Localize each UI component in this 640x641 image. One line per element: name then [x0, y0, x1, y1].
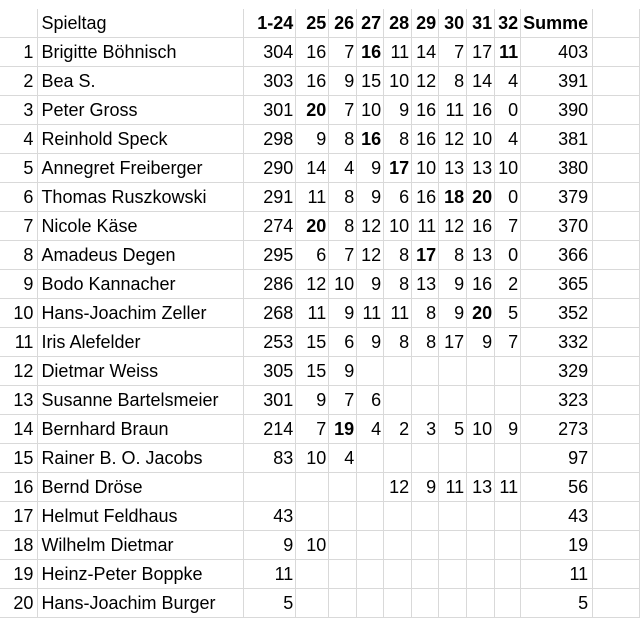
rank-cell[interactable]: 15: [0, 444, 38, 473]
score-cell[interactable]: 11: [296, 183, 329, 212]
score-cell[interactable]: 301: [244, 386, 296, 415]
score-cell[interactable]: 15: [357, 67, 384, 96]
score-cell[interactable]: 11: [495, 473, 521, 502]
score-cell[interactable]: 5: [495, 299, 521, 328]
score-cell[interactable]: 10: [329, 270, 357, 299]
score-cell[interactable]: [467, 560, 495, 589]
sum-cell[interactable]: 56: [521, 473, 593, 502]
score-cell[interactable]: [384, 357, 412, 386]
score-cell[interactable]: [439, 502, 467, 531]
score-cell[interactable]: [384, 386, 412, 415]
score-cell[interactable]: 298: [244, 125, 296, 154]
score-cell[interactable]: 4: [329, 154, 357, 183]
score-cell[interactable]: 9: [357, 270, 384, 299]
score-cell[interactable]: [467, 531, 495, 560]
score-cell[interactable]: 9: [296, 125, 329, 154]
table-row: [0, 212, 640, 241]
score-cell[interactable]: 8: [439, 241, 467, 270]
score-cell[interactable]: [467, 386, 495, 415]
score-cell[interactable]: 15: [296, 328, 329, 357]
score-cell[interactable]: [357, 531, 384, 560]
score-cell[interactable]: 286: [244, 270, 296, 299]
score-cell[interactable]: 7: [329, 386, 357, 415]
score-cell[interactable]: 9: [412, 473, 439, 502]
empty-cell[interactable]: [593, 299, 640, 328]
standings-table: [0, 9, 640, 618]
score-cell[interactable]: 3: [412, 415, 439, 444]
score-cell[interactable]: 8: [384, 270, 412, 299]
score-cell[interactable]: 9: [329, 357, 357, 386]
score-cell[interactable]: 268: [244, 299, 296, 328]
rank-cell[interactable]: 20: [0, 589, 38, 618]
score-cell[interactable]: 10: [384, 67, 412, 96]
score-cell[interactable]: [467, 502, 495, 531]
header-matchday-cell[interactable]: 25: [296, 9, 329, 38]
sum-cell[interactable]: 365: [521, 270, 593, 299]
score-cell[interactable]: 301: [244, 96, 296, 125]
score-cell[interactable]: [357, 502, 384, 531]
empty-cell[interactable]: [593, 560, 640, 589]
score-cell[interactable]: [495, 444, 521, 473]
score-cell[interactable]: [439, 589, 467, 618]
player-name-cell[interactable]: Dietmar Weiss: [38, 357, 244, 386]
score-cell[interactable]: 7: [329, 241, 357, 270]
player-name-cell[interactable]: Hans-Joachim Zeller: [38, 299, 244, 328]
score-cell[interactable]: 19: [329, 415, 357, 444]
score-cell[interactable]: 9: [357, 154, 384, 183]
score-cell[interactable]: 7: [296, 415, 329, 444]
header-matchday-cell[interactable]: 26: [329, 9, 357, 38]
table-row: [0, 38, 640, 67]
score-cell[interactable]: 10: [412, 154, 439, 183]
score-cell[interactable]: 6: [296, 241, 329, 270]
score-cell[interactable]: 214: [244, 415, 296, 444]
score-cell[interactable]: 2: [384, 415, 412, 444]
rank-cell[interactable]: 17: [0, 502, 38, 531]
score-cell[interactable]: 4: [329, 444, 357, 473]
score-cell[interactable]: 304: [244, 38, 296, 67]
score-cell[interactable]: 6: [384, 183, 412, 212]
score-cell[interactable]: 12: [439, 212, 467, 241]
rank-cell[interactable]: 8: [0, 241, 38, 270]
sum-cell[interactable]: 379: [521, 183, 593, 212]
score-cell[interactable]: [329, 473, 357, 502]
score-cell[interactable]: 20: [467, 299, 495, 328]
score-cell[interactable]: 16: [467, 96, 495, 125]
score-cell[interactable]: 8: [329, 125, 357, 154]
rank-cell[interactable]: 4: [0, 125, 38, 154]
score-cell[interactable]: [357, 357, 384, 386]
score-cell[interactable]: 83: [244, 444, 296, 473]
score-cell[interactable]: 274: [244, 212, 296, 241]
score-cell[interactable]: [357, 444, 384, 473]
empty-cell[interactable]: [593, 241, 640, 270]
player-name-cell[interactable]: Heinz-Peter Boppke: [38, 560, 244, 589]
score-cell[interactable]: 12: [439, 125, 467, 154]
score-cell[interactable]: [412, 357, 439, 386]
score-cell[interactable]: [384, 560, 412, 589]
score-cell[interactable]: 16: [357, 125, 384, 154]
score-cell[interactable]: [412, 589, 439, 618]
table-row: [0, 125, 640, 154]
table-row: [0, 241, 640, 270]
player-name-cell[interactable]: Hans-Joachim Burger: [38, 589, 244, 618]
score-cell[interactable]: [384, 589, 412, 618]
empty-cell[interactable]: [593, 96, 640, 125]
score-cell[interactable]: 14: [467, 67, 495, 96]
empty-cell[interactable]: [593, 589, 640, 618]
player-name-cell[interactable]: Iris Alefelder: [38, 328, 244, 357]
sum-cell[interactable]: 352: [521, 299, 593, 328]
score-cell[interactable]: 11: [357, 299, 384, 328]
sum-cell[interactable]: 366: [521, 241, 593, 270]
rank-cell[interactable]: 12: [0, 357, 38, 386]
score-cell[interactable]: [296, 589, 329, 618]
score-cell[interactable]: 12: [357, 212, 384, 241]
sum-cell[interactable]: 403: [521, 38, 593, 67]
score-cell[interactable]: 13: [467, 241, 495, 270]
rank-cell[interactable]: 1: [0, 38, 38, 67]
empty-cell[interactable]: [593, 154, 640, 183]
empty-cell[interactable]: [593, 125, 640, 154]
score-cell[interactable]: 16: [412, 183, 439, 212]
header-matchday-cell[interactable]: 31: [467, 9, 495, 38]
sum-cell[interactable]: 43: [521, 502, 593, 531]
empty-cell[interactable]: [593, 38, 640, 67]
score-cell[interactable]: 16: [467, 270, 495, 299]
table-row: [0, 328, 640, 357]
empty-cell[interactable]: [593, 357, 640, 386]
score-cell[interactable]: 13: [467, 473, 495, 502]
score-cell[interactable]: [384, 502, 412, 531]
sum-cell[interactable]: 391: [521, 67, 593, 96]
rank-cell[interactable]: 9: [0, 270, 38, 299]
score-cell[interactable]: 10: [467, 415, 495, 444]
score-cell[interactable]: 11: [439, 473, 467, 502]
score-cell[interactable]: [329, 502, 357, 531]
table-row: [0, 183, 640, 212]
sum-cell[interactable]: 380: [521, 154, 593, 183]
score-cell[interactable]: [384, 444, 412, 473]
player-name-cell[interactable]: Bodo Kannacher: [38, 270, 244, 299]
score-cell[interactable]: 13: [412, 270, 439, 299]
score-cell[interactable]: 14: [412, 38, 439, 67]
score-cell[interactable]: 11: [439, 96, 467, 125]
score-cell[interactable]: 11: [244, 560, 296, 589]
sum-cell[interactable]: 332: [521, 328, 593, 357]
score-cell[interactable]: 17: [467, 38, 495, 67]
score-cell[interactable]: [439, 560, 467, 589]
score-cell[interactable]: 4: [495, 67, 521, 96]
score-cell[interactable]: 8: [384, 125, 412, 154]
score-cell[interactable]: [495, 502, 521, 531]
player-name-cell[interactable]: Bernd Dröse: [38, 473, 244, 502]
sum-cell[interactable]: 390: [521, 96, 593, 125]
table-row: [0, 299, 640, 328]
score-cell[interactable]: [467, 357, 495, 386]
score-cell[interactable]: [495, 589, 521, 618]
rank-cell[interactable]: 11: [0, 328, 38, 357]
empty-cell[interactable]: [593, 473, 640, 502]
player-name-cell[interactable]: Wilhelm Dietmar: [38, 531, 244, 560]
score-cell[interactable]: [329, 589, 357, 618]
score-cell[interactable]: 10: [296, 444, 329, 473]
empty-cell[interactable]: [593, 9, 640, 38]
rank-cell[interactable]: 7: [0, 212, 38, 241]
score-cell[interactable]: 10: [495, 154, 521, 183]
rank-cell[interactable]: 10: [0, 299, 38, 328]
score-cell[interactable]: 12: [357, 241, 384, 270]
player-name-cell[interactable]: Peter Gross: [38, 96, 244, 125]
table-row: [0, 96, 640, 125]
header-rank-cell[interactable]: [0, 9, 38, 38]
sum-cell[interactable]: 5: [521, 589, 593, 618]
table-row: [0, 444, 640, 473]
score-cell[interactable]: 9: [357, 183, 384, 212]
player-name-cell[interactable]: Thomas Ruszkowski: [38, 183, 244, 212]
score-cell[interactable]: 8: [412, 299, 439, 328]
table-row: [0, 589, 640, 618]
score-cell[interactable]: [357, 473, 384, 502]
score-cell[interactable]: 7: [329, 38, 357, 67]
rank-cell[interactable]: 3: [0, 96, 38, 125]
score-cell[interactable]: 43: [244, 502, 296, 531]
sum-cell[interactable]: 19: [521, 531, 593, 560]
header-matchday-cell[interactable]: 27: [357, 9, 384, 38]
score-cell[interactable]: 10: [357, 96, 384, 125]
score-cell[interactable]: 20: [296, 212, 329, 241]
player-name-cell[interactable]: Rainer B. O. Jacobs: [38, 444, 244, 473]
player-name-cell[interactable]: Bea S.: [38, 67, 244, 96]
header-label-cell[interactable]: Spieltag: [38, 9, 244, 38]
score-cell[interactable]: 6: [329, 328, 357, 357]
score-cell[interactable]: 16: [467, 212, 495, 241]
score-cell[interactable]: 253: [244, 328, 296, 357]
score-cell[interactable]: 11: [384, 38, 412, 67]
score-cell[interactable]: 8: [384, 241, 412, 270]
empty-cell[interactable]: [593, 328, 640, 357]
score-cell[interactable]: 17: [412, 241, 439, 270]
score-cell[interactable]: 8: [412, 328, 439, 357]
score-cell[interactable]: 305: [244, 357, 296, 386]
header-matchday-cell[interactable]: 32: [495, 9, 521, 38]
empty-cell[interactable]: [593, 444, 640, 473]
score-cell[interactable]: [439, 357, 467, 386]
score-cell[interactable]: 15: [296, 357, 329, 386]
player-name-cell[interactable]: Bernhard Braun: [38, 415, 244, 444]
sum-cell[interactable]: 323: [521, 386, 593, 415]
score-cell[interactable]: [296, 473, 329, 502]
player-name-cell[interactable]: Nicole Käse: [38, 212, 244, 241]
score-cell[interactable]: [329, 531, 357, 560]
score-cell[interactable]: [357, 560, 384, 589]
score-cell[interactable]: 9: [384, 96, 412, 125]
empty-cell[interactable]: [593, 386, 640, 415]
score-cell[interactable]: 6: [357, 386, 384, 415]
score-cell[interactable]: 8: [329, 212, 357, 241]
score-cell[interactable]: 4: [495, 125, 521, 154]
score-cell[interactable]: [244, 473, 296, 502]
sum-cell[interactable]: 97: [521, 444, 593, 473]
score-cell[interactable]: [412, 502, 439, 531]
empty-cell[interactable]: [593, 531, 640, 560]
rank-cell[interactable]: 5: [0, 154, 38, 183]
sum-cell[interactable]: 329: [521, 357, 593, 386]
score-cell[interactable]: [412, 560, 439, 589]
player-name-cell[interactable]: Helmut Feldhaus: [38, 502, 244, 531]
rank-cell[interactable]: 19: [0, 560, 38, 589]
score-cell[interactable]: 16: [296, 67, 329, 96]
score-cell[interactable]: 16: [357, 38, 384, 67]
player-name-cell[interactable]: Reinhold Speck: [38, 125, 244, 154]
sum-cell[interactable]: 370: [521, 212, 593, 241]
score-cell[interactable]: [357, 589, 384, 618]
score-cell[interactable]: 20: [467, 183, 495, 212]
score-cell[interactable]: 10: [296, 531, 329, 560]
score-cell[interactable]: 16: [412, 125, 439, 154]
score-cell[interactable]: 17: [384, 154, 412, 183]
score-cell[interactable]: [296, 560, 329, 589]
score-cell[interactable]: 9: [467, 328, 495, 357]
header-matchday-cell[interactable]: 30: [439, 9, 467, 38]
score-cell[interactable]: 17: [439, 328, 467, 357]
score-cell[interactable]: 10: [384, 212, 412, 241]
score-cell[interactable]: 9: [329, 299, 357, 328]
score-cell[interactable]: 12: [384, 473, 412, 502]
table-row: [0, 531, 640, 560]
table-row: [0, 415, 640, 444]
score-cell[interactable]: 2: [495, 270, 521, 299]
score-cell[interactable]: 11: [412, 212, 439, 241]
table-row: [0, 154, 640, 183]
sum-cell[interactable]: 381: [521, 125, 593, 154]
table-row: [0, 67, 640, 96]
score-cell[interactable]: 7: [495, 328, 521, 357]
table-row: [0, 560, 640, 589]
empty-cell[interactable]: [593, 183, 640, 212]
sum-cell[interactable]: 11: [521, 560, 593, 589]
score-cell[interactable]: 8: [384, 328, 412, 357]
score-cell[interactable]: 20: [296, 96, 329, 125]
header-row: [0, 9, 640, 38]
rank-cell[interactable]: 14: [0, 415, 38, 444]
score-cell[interactable]: 295: [244, 241, 296, 270]
header-sum-cell[interactable]: Summe: [521, 9, 593, 38]
header-matchday-cell[interactable]: 1-24: [244, 9, 296, 38]
score-cell[interactable]: 11: [296, 299, 329, 328]
score-cell[interactable]: [439, 444, 467, 473]
score-cell[interactable]: [439, 531, 467, 560]
score-cell[interactable]: 7: [439, 38, 467, 67]
score-cell[interactable]: 291: [244, 183, 296, 212]
score-cell[interactable]: 4: [357, 415, 384, 444]
score-cell[interactable]: 9: [439, 299, 467, 328]
empty-cell[interactable]: [593, 415, 640, 444]
score-cell[interactable]: 7: [495, 212, 521, 241]
table-row: [0, 502, 640, 531]
player-name-cell[interactable]: Brigitte Böhnisch: [38, 38, 244, 67]
score-cell[interactable]: 0: [495, 241, 521, 270]
score-cell[interactable]: [495, 531, 521, 560]
score-cell[interactable]: 0: [495, 96, 521, 125]
empty-cell[interactable]: [593, 67, 640, 96]
table-row: [0, 473, 640, 502]
rank-cell[interactable]: 18: [0, 531, 38, 560]
empty-cell[interactable]: [593, 502, 640, 531]
score-cell[interactable]: 9: [439, 270, 467, 299]
player-name-cell[interactable]: Amadeus Degen: [38, 241, 244, 270]
table-row: [0, 270, 640, 299]
score-cell[interactable]: 9: [329, 67, 357, 96]
rank-cell[interactable]: 16: [0, 473, 38, 502]
score-cell[interactable]: 7: [329, 96, 357, 125]
score-cell[interactable]: [384, 531, 412, 560]
score-cell[interactable]: [439, 386, 467, 415]
score-cell[interactable]: [495, 386, 521, 415]
header-matchday-cell[interactable]: 29: [412, 9, 439, 38]
score-cell[interactable]: [296, 502, 329, 531]
score-cell[interactable]: [412, 386, 439, 415]
score-cell[interactable]: [495, 357, 521, 386]
score-cell[interactable]: 5: [439, 415, 467, 444]
score-cell[interactable]: 0: [495, 183, 521, 212]
score-cell[interactable]: 13: [467, 154, 495, 183]
score-cell[interactable]: 10: [467, 125, 495, 154]
score-cell[interactable]: [467, 589, 495, 618]
score-cell[interactable]: 9: [296, 386, 329, 415]
score-cell[interactable]: 9: [244, 531, 296, 560]
table-row: [0, 357, 640, 386]
rank-cell[interactable]: 13: [0, 386, 38, 415]
table-row: [0, 386, 640, 415]
score-cell[interactable]: 12: [412, 67, 439, 96]
score-cell[interactable]: 11: [495, 38, 521, 67]
sum-cell[interactable]: 273: [521, 415, 593, 444]
score-cell[interactable]: 14: [296, 154, 329, 183]
score-cell[interactable]: 9: [495, 415, 521, 444]
score-cell[interactable]: 12: [296, 270, 329, 299]
score-cell[interactable]: 9: [357, 328, 384, 357]
score-cell[interactable]: [329, 560, 357, 589]
empty-cell[interactable]: [593, 270, 640, 299]
score-cell[interactable]: [495, 560, 521, 589]
player-name-cell[interactable]: Annegret Freiberger: [38, 154, 244, 183]
score-cell[interactable]: 290: [244, 154, 296, 183]
score-cell[interactable]: [412, 444, 439, 473]
score-cell[interactable]: 13: [439, 154, 467, 183]
score-cell[interactable]: 16: [296, 38, 329, 67]
score-cell[interactable]: 303: [244, 67, 296, 96]
player-name-cell[interactable]: Susanne Bartelsmeier: [38, 386, 244, 415]
score-cell[interactable]: [467, 444, 495, 473]
table-body: [0, 9, 640, 618]
score-cell[interactable]: 8: [439, 67, 467, 96]
score-cell[interactable]: [412, 531, 439, 560]
score-cell[interactable]: 5: [244, 589, 296, 618]
header-matchday-cell[interactable]: 28: [384, 9, 412, 38]
rank-cell[interactable]: 6: [0, 183, 38, 212]
score-cell[interactable]: 16: [412, 96, 439, 125]
score-cell[interactable]: 8: [329, 183, 357, 212]
score-cell[interactable]: 11: [384, 299, 412, 328]
empty-cell[interactable]: [593, 212, 640, 241]
rank-cell[interactable]: 2: [0, 67, 38, 96]
score-cell[interactable]: 18: [439, 183, 467, 212]
